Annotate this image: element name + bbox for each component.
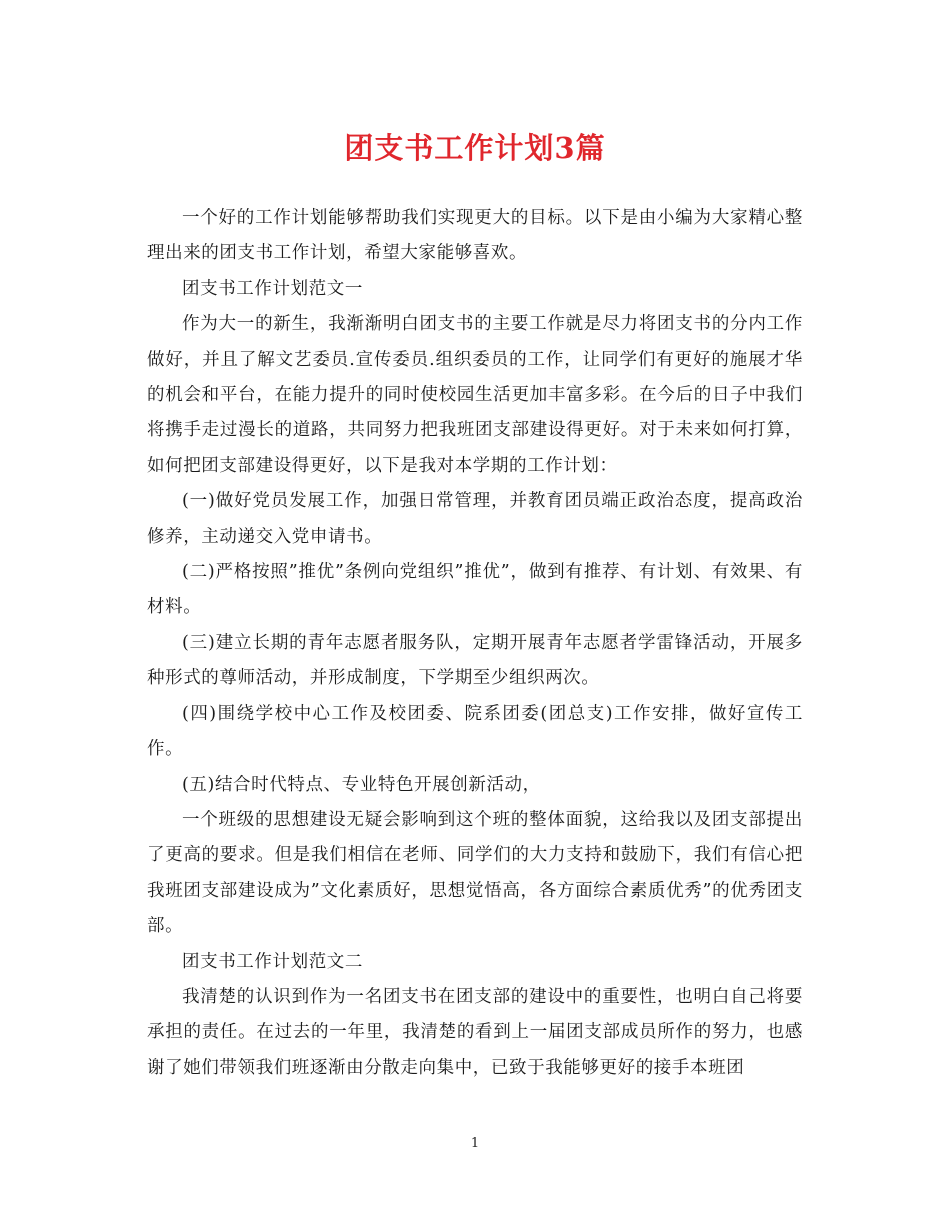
document-body	[147, 201, 803, 1086]
page-number: 1	[470, 1136, 480, 1151]
body-paragraph: 我清楚的认识到作为一名团支书在团支部的建设中的重要性，也明白自己将要承担的责任。在过去的一年里，我清楚的看到上一届团支部成员所作的努力，也感谢了她们带领我们班逐渐由分散走向集中，已致于我能够更好的接手本班团	[147, 986, 803, 1078]
section-heading-1: 团支书工作计划范文一	[182, 278, 363, 299]
plan-item-5: (五)结合时代特点、专业特色开展创新活动，	[182, 774, 541, 795]
plan-item-4: (四)围绕学校中心工作及校团委、院系团委(团总支)工作安排，做好宣传工作。	[147, 703, 803, 760]
plan-item-1: (一)做好党员发展工作，加强日常管理，并教育团员端正政治态度，提高政治修养，主动递交入党申请书。	[147, 491, 803, 547]
body-paragraph: 作为大一的新生，我渐渐明白团支书的主要工作就是尽力将团支书的分内工作做好，并且了解文艺委员.宣传委员.组织委员的工作，让同学们有更好的施展才华的机会和平台，在能力提升的同时使校园生活更加丰富多彩。在今后的日子中我们将携手走过漫长的道路，共同努力把我班团支部建设得更好。对于未来如何打算，如何把团支部建设得更好，以下是我对本学期的工作计划：	[147, 314, 803, 476]
plan-item-2: (二)严格按照”推优”条例向党组织”推优”，做到有推荐、有计划、有效果、有材料。	[147, 562, 803, 618]
intro-paragraph: 一个好的工作计划能够帮助我们实现更大的目标。以下是由小编为大家精心整理出来的团支书工作计划，希望大家能够喜欢。	[147, 208, 803, 264]
section-heading-2: 团支书工作计划范文二	[182, 951, 363, 972]
document-title: 团支书工作计划3篇	[344, 131, 606, 165]
body-paragraph: 一个班级的思想建设无疑会影响到这个班的整体面貌，这给我以及团支部提出了更高的要求。但是我们相信在老师、同学们的大力支持和鼓励下，我们有信心把我班团支部建设成为”文化素质好，思想觉悟高，各方面综合素质优秀”的优秀团支部。	[147, 809, 803, 937]
plan-item-3: (三)建立长期的青年志愿者服务队，定期开展青年志愿者学雷锋活动，开展多种形式的尊师活动，并形成制度，下学期至少组织两次。	[147, 632, 803, 689]
